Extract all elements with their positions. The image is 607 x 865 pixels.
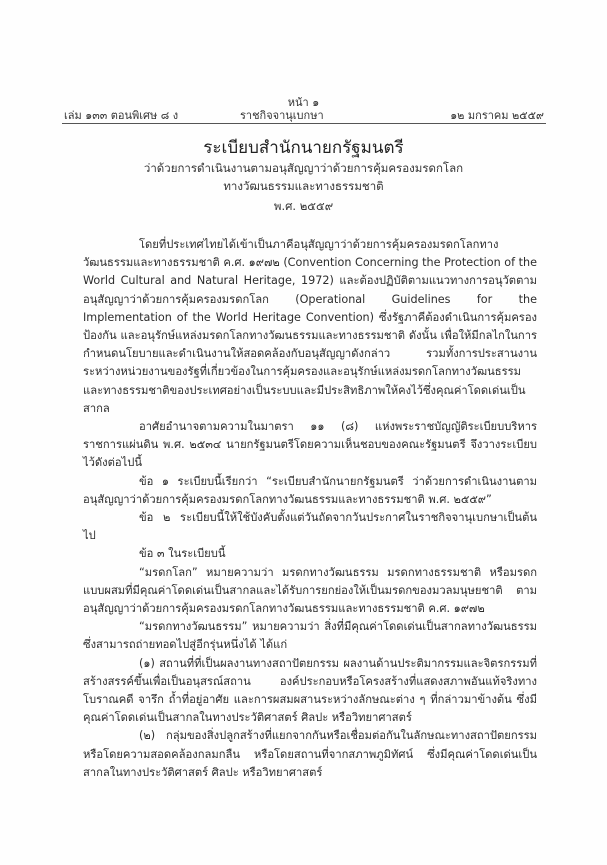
paragraph-item-2: (๒) กลุ่มของสิ่งปลูกสร้างที่แยกจากกันหรือเชื่อมต่อกันในลักษณะทางสถาปัตยกรรม หรือโดยความสอดคล้องกลมกลืน หรือโดยสถานที่จากสภาพภูมิทัศน์ ซึ่งมีคุณค่าโดดเด่นเป็นสากลในทางประวัติศาสตร์ ศิลปะ หรือวิทยาศาสตร์ bbox=[83, 729, 537, 779]
paragraph-clause-1: ข้อ ๑ ระเบียบนี้เรียกว่า “ระเบียบสำนักนายกรัฐมนตรี ว่าด้วยการดำเนินงานตามอนุสัญญาว่าด้วยการคุ้มครองมรดกโลกทางวัฒนธรรมและทางธรรมชาติ พ.ศ. ๒๕๕๙” bbox=[83, 474, 537, 506]
paragraph-clause-2: ข้อ ๒ ระเบียบนี้ให้ใช้บังคับตั้งแต่วันถัดจากวันประกาศในราชกิจจานุเบกษาเป็นต้นไป bbox=[83, 511, 537, 543]
header-divider bbox=[62, 123, 546, 124]
page-number: หน้า ๑ bbox=[287, 96, 320, 109]
document-title: ระเบียบสำนักนายกรัฐมนตรี bbox=[203, 138, 404, 158]
document-body bbox=[83, 236, 537, 782]
document-year: พ.ศ. ๒๕๕๙ bbox=[273, 199, 334, 213]
gazette-volume: เล่ม ๑๓๓ ตอนพิเศษ ๘ ง bbox=[64, 109, 179, 122]
paragraph-item-1: (๑) สถานที่ที่เป็นผลงานทางสถาปัตยกรรม ผลงานด้านประติมากรรมและจิตรกรรมที่สร้างสรรค์ขึ้นเพื่อเป็นอนุสรณ์สถาน องค์ประกอบหรือโครงสร้างที่แสดงสภาพอันแท้จริงทางโบราณคดี จารึก ถ้ำที่อยู่อาศัย และการผสมผสานระหว่างลักษณะต่าง ๆ ที่กล่าวมาข้างต้น ซึ่งมีคุณค่าโดดเด่นเป็นสากลในทางประวัติศาสตร์ ศิลปะ หรือวิทยาศาสตร์ bbox=[83, 656, 537, 725]
paragraph-def-cultural-heritage: “มรดกทางวัฒนธรรม” หมายความว่า สิ่งที่มีคุณค่าโดดเด่นเป็นสากลทางวัฒนธรรมซึ่งสามารถถ่ายทอดไปสู่อีกรุ่นหนึ่งได้ ได้แก่ bbox=[83, 620, 537, 652]
paragraph-preamble: โดยที่ประเทศไทยได้เข้าเป็นภาคีอนุสัญญาว่าด้วยการคุ้มครองมรดกโลกทางวัฒนธรรมและทางธรรมชาติ ค.ศ. ๑๙๗๒ (Convention Concerning the Protection of the World Cultural and Natural Heritage, 1972) และต้องปฏิบัติตามแนวทางการอนุวัตตามอนุสัญญาว่าด้วยการคุ้มครองมรดกโลก (Operational Guidelines for the Implementation of the World Heritage Convention) ซึ่งรัฐภาคีต้องดำเนินการคุ้มครอง ป้องกัน และอนุรักษ์แหล่งมรดกโลกทางวัฒนธรรมและทางธรรมชาติ ดังนั้น เพื่อให้มีกลไกในการกำหนดนโยบายและดำเนินงานให้สอดคล้องกับอนุสัญญาดังกล่าว รวมทั้งการประสานงานระหว่างหน่วยงานของรัฐที่เกี่ยวข้องในการคุ้มครองและอนุรักษ์แหล่งมรดกโลกทางวัฒนธรรมและทางธรรมชาติของประเทศอย่างเป็นระบบและมีประสิทธิภาพให้คงไว้ซึ่งคุณค่าโดดเด่นเป็นสากล bbox=[83, 238, 537, 415]
paragraph-authority: อาศัยอำนาจตามความในมาตรา ๑๑ (๘) แห่งพระราชบัญญัติระเบียบบริหารราชการแผ่นดิน พ.ศ. ๒๕๓๔ นายกรัฐมนตรีโดยความเห็นชอบของคณะรัฐมนตรี จึงวางระเบียบไว้ดังต่อไปนี้ bbox=[83, 420, 537, 470]
title-block bbox=[0, 137, 607, 215]
gazette-header bbox=[64, 106, 544, 122]
gazette-date: ๑๒ มกราคม ๒๕๕๙ bbox=[450, 109, 544, 122]
gazette-publication: ราชกิจจานุเบกษา bbox=[240, 109, 324, 122]
document-subtitle-line1: ว่าด้วยการดำเนินงานตามอนุสัญญาว่าด้วยการคุ้มครองมรดกโลก bbox=[143, 161, 464, 175]
paragraph-clause-3: ข้อ ๓ ในระเบียบนี้ bbox=[139, 547, 226, 561]
document-subtitle-line2: ทางวัฒนธรรมและทางธรรมชาติ bbox=[223, 179, 384, 193]
paragraph-def-world-heritage: “มรดกโลก” หมายความว่า มรดกทางวัฒนธรรม มรดกทางธรรมชาติ หรือมรดกแบบผสมที่มีคุณค่าโดดเด่นเป็นสากลและได้รับการยกย่องให้เป็นมรดกของมวลมนุษยชาติ ตามอนุสัญญาว่าด้วยการคุ้มครองมรดกโลกทางวัฒนธรรมและทางธรรมชาติ ค.ศ. ๑๙๗๒ bbox=[83, 565, 537, 616]
